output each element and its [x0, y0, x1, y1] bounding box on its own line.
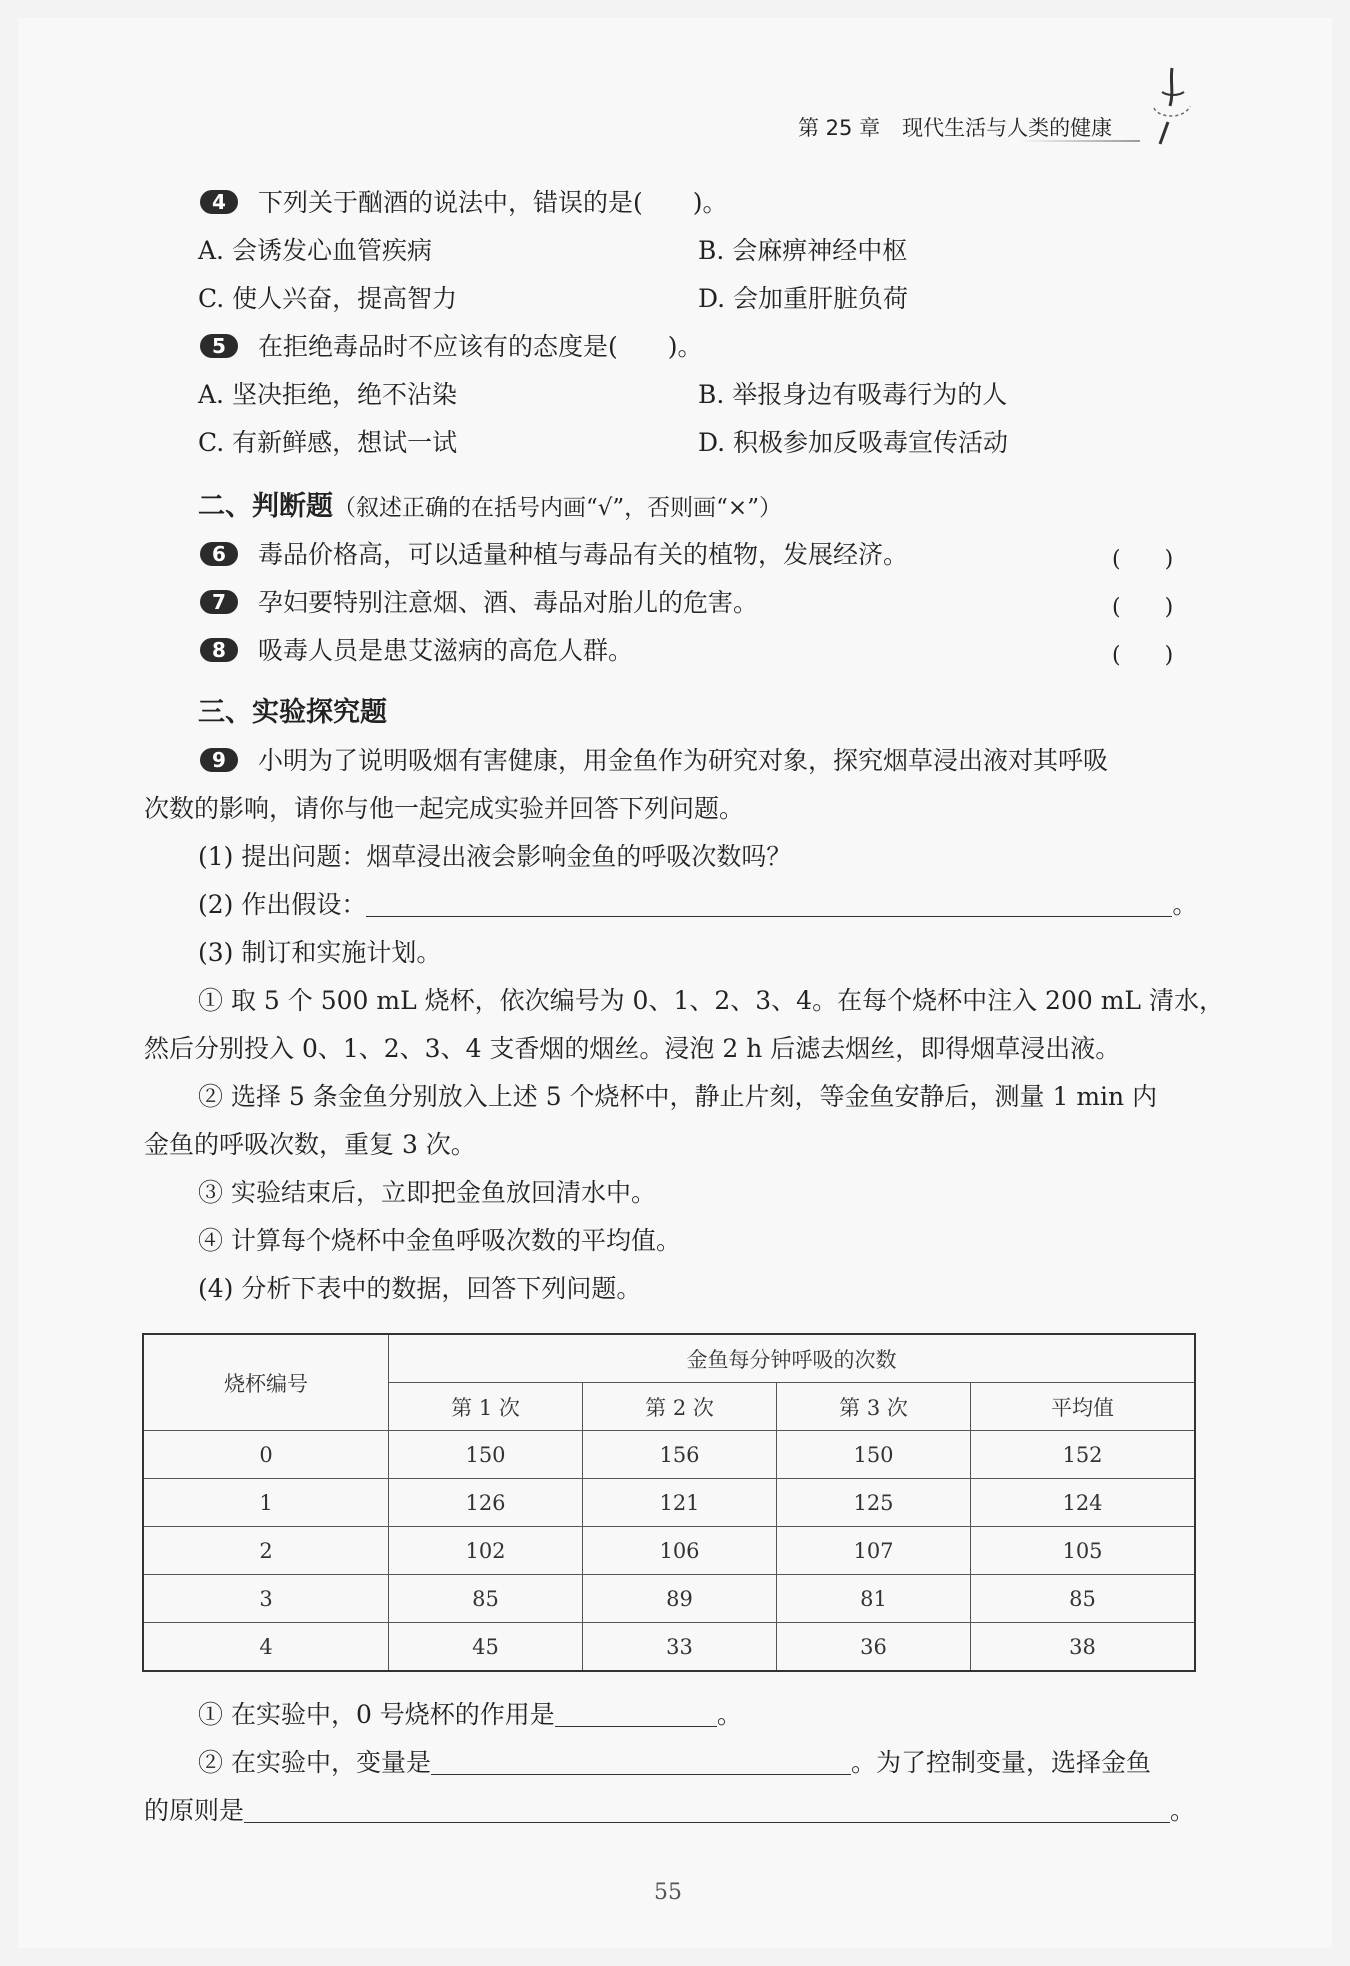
table-cell: 85 — [971, 1575, 1196, 1623]
question-8 — [200, 636, 633, 666]
plan-4: ④ 计算每个烧杯中金鱼呼吸次数的平均值。 — [198, 1226, 681, 1255]
table-cell: 0 — [143, 1431, 389, 1479]
table-cell: 102 — [389, 1527, 583, 1575]
table-cell: 36 — [777, 1623, 971, 1672]
step-3: (3) 制订和实施计划。 — [198, 938, 442, 967]
table-cell: 156 — [583, 1431, 777, 1479]
section-experiment: 三、实验探究题 — [198, 697, 387, 728]
question-number-badge: 5 — [200, 334, 238, 358]
question-number-badge: 8 — [200, 638, 238, 662]
question-stem: 在拒绝毒品时不应该有的态度是( )。 — [258, 332, 703, 361]
option-a: A. 会诱发心血管疾病 — [198, 236, 432, 265]
plan-2b: 金鱼的呼吸次数，重复 3 次。 — [144, 1130, 476, 1159]
table-cell: 4 — [143, 1623, 389, 1672]
option-a: A. 坚决拒绝，绝不沾染 — [198, 380, 457, 409]
question-7 — [200, 588, 758, 618]
table-cell: 107 — [777, 1527, 971, 1575]
plan-2a: ② 选择 5 条金鱼分别放入上述 5 个烧杯中，静止片刻，等金鱼安静后，测量 1 min 内 — [198, 1082, 1158, 1111]
answer-parentheses: ( ) — [1112, 595, 1174, 620]
table-cell: 105 — [971, 1527, 1196, 1575]
table-cell: 125 — [777, 1479, 971, 1527]
step-2 — [198, 890, 1197, 920]
table-cell: 89 — [583, 1575, 777, 1623]
table-cell: 45 — [389, 1623, 583, 1672]
col-header: 第 2 次 — [583, 1383, 777, 1431]
col-header: 平均值 — [971, 1383, 1196, 1431]
follow-up-3 — [144, 1796, 1195, 1826]
running-header — [798, 112, 1112, 142]
question-6 — [200, 540, 908, 570]
table-cell: 126 — [389, 1479, 583, 1527]
option-b: B. 会麻痹神经中枢 — [698, 236, 908, 265]
question-stem: 下列关于酗酒的说法中，错误的是( )。 — [258, 188, 728, 217]
question-number-badge: 4 — [200, 190, 238, 214]
control-role-blank[interactable] — [555, 1704, 717, 1727]
question-number-badge: 7 — [200, 590, 238, 614]
section-title: 二、判断题 — [198, 491, 333, 522]
table-cell: 150 — [389, 1431, 583, 1479]
table-row — [143, 1527, 1195, 1575]
follow-up-3-text: 的原则是 — [144, 1796, 245, 1825]
chapter-number: 第 25 章 — [798, 116, 881, 140]
table-row — [143, 1575, 1195, 1623]
question-number-badge: 9 — [200, 748, 238, 772]
question-text: 吸毒人员是患艾滋病的高危人群。 — [258, 636, 634, 665]
table-cell: 81 — [777, 1575, 971, 1623]
col-header: 第 1 次 — [389, 1383, 583, 1431]
follow-up-1 — [198, 1700, 742, 1730]
table-cell: 1 — [143, 1479, 389, 1527]
question-9 — [200, 746, 1108, 776]
variable-blank[interactable] — [431, 1752, 851, 1775]
table-cell: 152 — [971, 1431, 1196, 1479]
plan-3: ③ 实验结束后，立即把金鱼放回清水中。 — [198, 1178, 656, 1207]
principle-blank[interactable] — [244, 1800, 1170, 1823]
question-number-badge: 6 — [200, 542, 238, 566]
step-4: (4) 分析下表中的数据，回答下列问题。 — [198, 1274, 642, 1303]
table-row — [143, 1623, 1195, 1672]
option-d: D. 会加重肝脏负荷 — [698, 284, 909, 313]
breathing-rate-table — [142, 1333, 1196, 1672]
step-2-label: (2) 作出假设： — [198, 890, 367, 919]
plan-1b: 然后分别投入 0、1、2、3、4 支香烟的烟丝。浸泡 2 h 后滤去烟丝，即得烟草浸出液。 — [144, 1034, 1121, 1063]
pen-decoration-icon — [1148, 62, 1196, 152]
hypothesis-blank[interactable] — [366, 894, 1172, 917]
section-instruction: （叙述正确的在括号内画“√”，否则画“×”） — [333, 495, 782, 521]
period: 。 — [716, 1700, 742, 1729]
answer-parentheses: ( ) — [1112, 547, 1174, 572]
table-cell: 3 — [143, 1575, 389, 1623]
chapter-title: 现代生活与人类的健康 — [902, 116, 1113, 140]
answer-parentheses: ( ) — [1112, 643, 1174, 668]
follow-up-2 — [198, 1748, 1151, 1778]
col-header: 第 3 次 — [777, 1383, 971, 1431]
follow-up-2-tail: 。为了控制变量，选择金鱼 — [850, 1748, 1151, 1777]
table-cell: 33 — [583, 1623, 777, 1672]
option-d: D. 积极参加反吸毒宣传活动 — [698, 428, 1009, 457]
question-text: 毒品价格高，可以适量种植与毒品有关的植物，发展经济。 — [258, 540, 909, 569]
table-header-row — [143, 1334, 1195, 1383]
table-cell: 124 — [971, 1479, 1196, 1527]
follow-up-1-text: ① 在实验中，0 号烧杯的作用是 — [198, 1700, 555, 1729]
table-cell: 150 — [777, 1431, 971, 1479]
table-cell: 38 — [971, 1623, 1196, 1672]
table-cell: 85 — [389, 1575, 583, 1623]
table-cell: 2 — [143, 1527, 389, 1575]
table-cell: 106 — [583, 1527, 777, 1575]
table-row — [143, 1479, 1195, 1527]
question-text: 小明为了说明吸烟有害健康，用金鱼作为研究对象，探究烟草浸出液对其呼吸 — [258, 746, 1109, 775]
header-group: 金鱼每分钟呼吸的次数 — [389, 1334, 1196, 1383]
option-b: B. 举报身边有吸毒行为的人 — [698, 380, 1008, 409]
header-rule — [1010, 140, 1140, 142]
step-1: (1) 提出问题：烟草浸出液会影响金鱼的呼吸次数吗？ — [198, 842, 792, 871]
period: 。 — [1172, 890, 1198, 919]
section-true-false — [198, 484, 782, 523]
page-number: 55 — [654, 1880, 682, 1905]
question-4 — [200, 188, 728, 218]
question-text-cont: 次数的影响，请你与他一起完成实验并回答下列问题。 — [144, 794, 745, 823]
follow-up-2-text: ② 在实验中，变量是 — [198, 1748, 431, 1777]
question-text: 孕妇要特别注意烟、酒、毒品对胎儿的危害。 — [258, 588, 759, 617]
table-cell: 121 — [583, 1479, 777, 1527]
plan-1a: ① 取 5 个 500 mL 烧杯，依次编号为 0、1、2、3、4。在每个烧杯中注入 200 mL 清水， — [198, 986, 1224, 1015]
header-beaker: 烧杯编号 — [143, 1334, 389, 1431]
option-c: C. 有新鲜感，想试一试 — [198, 428, 458, 457]
option-c: C. 使人兴奋，提高智力 — [198, 284, 458, 313]
period: 。 — [1170, 1796, 1196, 1825]
table-row — [143, 1431, 1195, 1479]
question-5 — [200, 332, 703, 362]
